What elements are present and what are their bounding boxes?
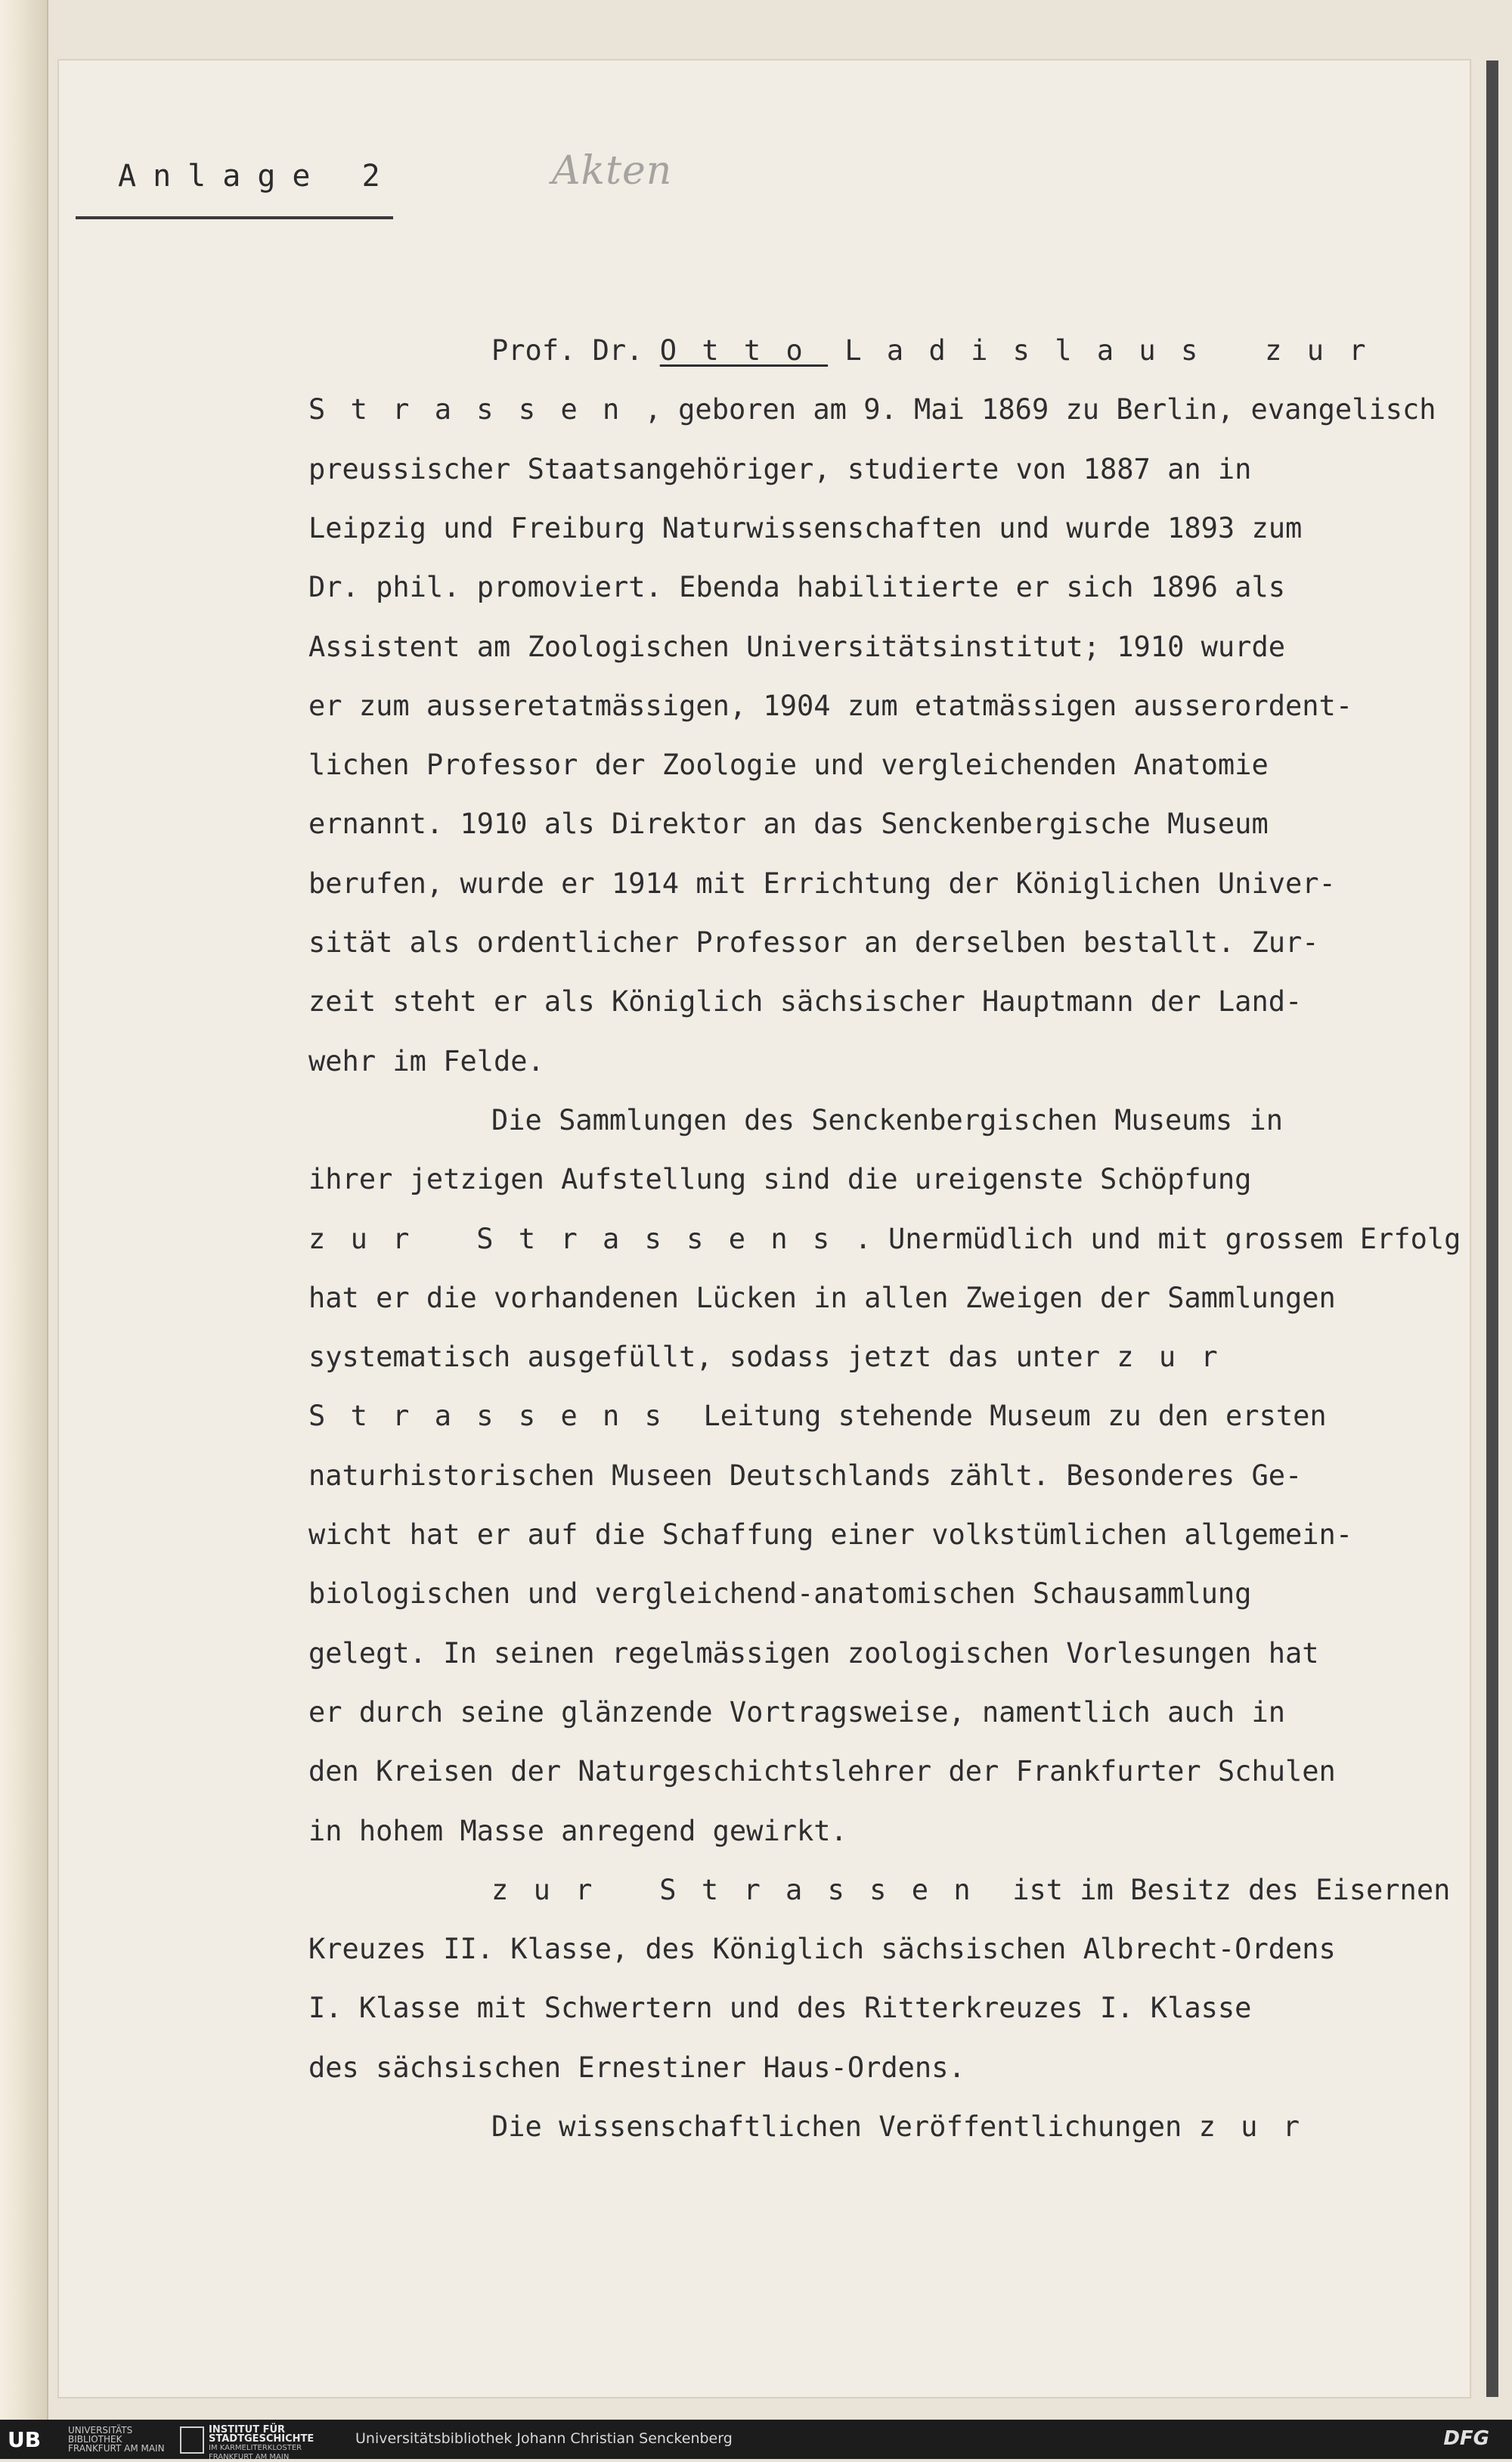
institute-sub-line: IM KARMELITERKLOSTER bbox=[209, 2444, 302, 2452]
text-line bbox=[308, 452, 1458, 485]
text-segment: den Kreisen der Naturgeschichtslehrer der Frankfurter Schulen bbox=[308, 1755, 1336, 1788]
text-segment bbox=[828, 334, 844, 367]
institute-line: INSTITUT FÜR bbox=[209, 2424, 286, 2436]
text-segment: Die wissenschaftlichen Veröffentlichungen bbox=[491, 2110, 1199, 2143]
spaced-name: Otto bbox=[659, 334, 829, 367]
text-line bbox=[308, 1044, 1458, 1078]
spaced-name: Ladislaus zur bbox=[844, 334, 1391, 367]
ub-sub-line: UNIVERSITÄTS bbox=[68, 2425, 133, 2436]
footer-bar bbox=[0, 2420, 1512, 2459]
ub-sub-line: FRANKFURT AM MAIN bbox=[68, 2443, 165, 2454]
text-segment: berufen, wurde er 1914 mit Errichtung der Königlichen Univer- bbox=[308, 867, 1336, 900]
handwritten-note: Akten bbox=[552, 148, 673, 194]
text-line bbox=[308, 1459, 1458, 1492]
text-line bbox=[308, 1577, 1458, 1611]
ub-sub-line: BIBLIOTHEK bbox=[68, 2434, 122, 2445]
text-line bbox=[308, 393, 1458, 426]
text-segment: des sächsischen Ernestiner Haus-Ordens. bbox=[308, 2051, 965, 2084]
spaced-name: zur bbox=[1117, 1341, 1243, 1374]
text-segment: zeit steht er als Königlich sächsischer Hauptmann der Land- bbox=[308, 985, 1303, 1019]
text-segment: systematisch ausgefüllt, sodass jetzt das unter bbox=[308, 1341, 1117, 1374]
ub-logo: UB bbox=[8, 2427, 42, 2452]
text-segment: er durch seine glänzende Vortragsweise, namentlich auch in bbox=[308, 1695, 1286, 1729]
text-line bbox=[308, 985, 1458, 1019]
text-segment: ihrer jetzigen Aufstellung sind die ureigenste Schöpfung bbox=[308, 1163, 1252, 1196]
text-line bbox=[308, 689, 1458, 722]
ub-logo-subtitle bbox=[68, 2426, 165, 2453]
text-segment: preussischer Staatsangehöriger, studierte von 1887 an in bbox=[308, 452, 1252, 485]
text-line bbox=[308, 1222, 1461, 1255]
text-segment: , geboren am 9. Mai 1869 zu Berlin, evangelisch bbox=[644, 393, 1436, 426]
text-segment: Kreuzes II. Klasse, des Königlich sächsischen Albrecht-Ordens bbox=[308, 1933, 1336, 1966]
text-segment: hat er die vorhandenen Lücken in allen Zweigen der Sammlungen bbox=[308, 1281, 1336, 1314]
text-line bbox=[308, 571, 1458, 604]
text-line bbox=[308, 1695, 1458, 1729]
text-segment: gelegt. In seinen regelmässigen zoologischen Vorlesungen hat bbox=[308, 1636, 1319, 1670]
book-binding-edge bbox=[0, 0, 48, 2420]
text-segment: wehr im Felde. bbox=[308, 1044, 544, 1078]
text-line bbox=[308, 1755, 1458, 1788]
text-line bbox=[308, 1518, 1458, 1551]
text-segment: er zum ausseretatmässigen, 1904 zum etatmässigen ausserordent- bbox=[308, 689, 1353, 722]
institute-logo-icon bbox=[180, 2426, 204, 2454]
page-edge-shadow bbox=[1486, 60, 1498, 2397]
spaced-name: Strassens bbox=[308, 1400, 687, 1433]
text-segment: Prof. Dr. bbox=[491, 334, 660, 367]
text-line bbox=[308, 867, 1458, 900]
text-segment: Die Sammlungen des Senckenbergischen Museums in bbox=[491, 1103, 1283, 1136]
text-line bbox=[308, 1636, 1458, 1670]
spaced-name: zur bbox=[1198, 2110, 1325, 2143]
text-line bbox=[491, 1103, 1512, 1136]
text-segment: Dr. phil. promoviert. Ebenda habilitierte er sich 1896 als bbox=[308, 571, 1286, 604]
text-segment: in hohem Masse anregend gewirkt. bbox=[308, 1814, 847, 1847]
text-segment: naturhistorischen Museen Deutschlands zählt. Besonderes Ge- bbox=[308, 1459, 1303, 1492]
text-line bbox=[308, 1281, 1458, 1314]
text-line bbox=[491, 334, 1512, 367]
text-segment: lichen Professor der Zoologie und vergleichenden Anatomie bbox=[308, 749, 1269, 782]
text-segment: . Unermüdlich und mit grossem Erfolg bbox=[854, 1222, 1461, 1255]
attachment-label: Anlage 2 bbox=[118, 159, 397, 194]
text-segment: ernannt. 1910 als Direktor an das Senckenbergische Museum bbox=[308, 808, 1269, 841]
text-line bbox=[308, 1992, 1458, 2025]
text-line bbox=[308, 926, 1458, 959]
text-segment: biologischen und vergleichend-anatomischen Schausammlung bbox=[308, 1577, 1252, 1611]
text-segment: ist im Besitz des Eisernen bbox=[995, 1873, 1451, 1906]
text-segment: I. Klasse mit Schwertern und des Ritterkreuzes I. Klasse bbox=[308, 1992, 1252, 2025]
text-line bbox=[308, 2051, 1458, 2084]
text-segment: wicht hat er auf die Schaffung einer volkstümlichen allgemein- bbox=[308, 1518, 1353, 1551]
text-line bbox=[491, 1873, 1512, 1906]
text-line bbox=[308, 511, 1458, 544]
text-line bbox=[308, 1341, 1458, 1374]
institute-logo-text bbox=[209, 2426, 314, 2462]
spaced-name: zur Strassen bbox=[491, 1873, 996, 1906]
text-line bbox=[308, 630, 1458, 663]
institute-sub-line: FRANKFURT AM MAIN bbox=[209, 2453, 290, 2461]
spaced-name: Strassen bbox=[308, 393, 645, 426]
institute-line: STADTGESCHICHTE bbox=[209, 2433, 314, 2445]
attachment-underline bbox=[76, 216, 393, 219]
text-segment: Leitung stehende Museum zu den ersten bbox=[686, 1400, 1327, 1433]
text-line bbox=[308, 749, 1458, 782]
text-line bbox=[308, 808, 1458, 841]
text-segment: sität als ordentlicher Professor an derselben bestallt. Zur- bbox=[308, 926, 1319, 959]
text-segment: Leipzig und Freiburg Naturwissenschaften und wurde 1893 zum bbox=[308, 511, 1303, 544]
dfg-logo: DFG bbox=[1443, 2427, 1489, 2450]
library-credit: Universitätsbibliothek Johann Christian Senckenberg bbox=[355, 2430, 733, 2447]
text-line bbox=[491, 2110, 1512, 2143]
text-line bbox=[308, 1163, 1458, 1196]
text-line bbox=[308, 1814, 1458, 1847]
text-line bbox=[308, 1933, 1458, 1966]
spaced-name: zur Strassens bbox=[308, 1222, 855, 1255]
text-line bbox=[308, 1400, 1458, 1433]
text-segment: Assistent am Zoologischen Universitätsinstitut; 1910 wurde bbox=[308, 630, 1286, 663]
